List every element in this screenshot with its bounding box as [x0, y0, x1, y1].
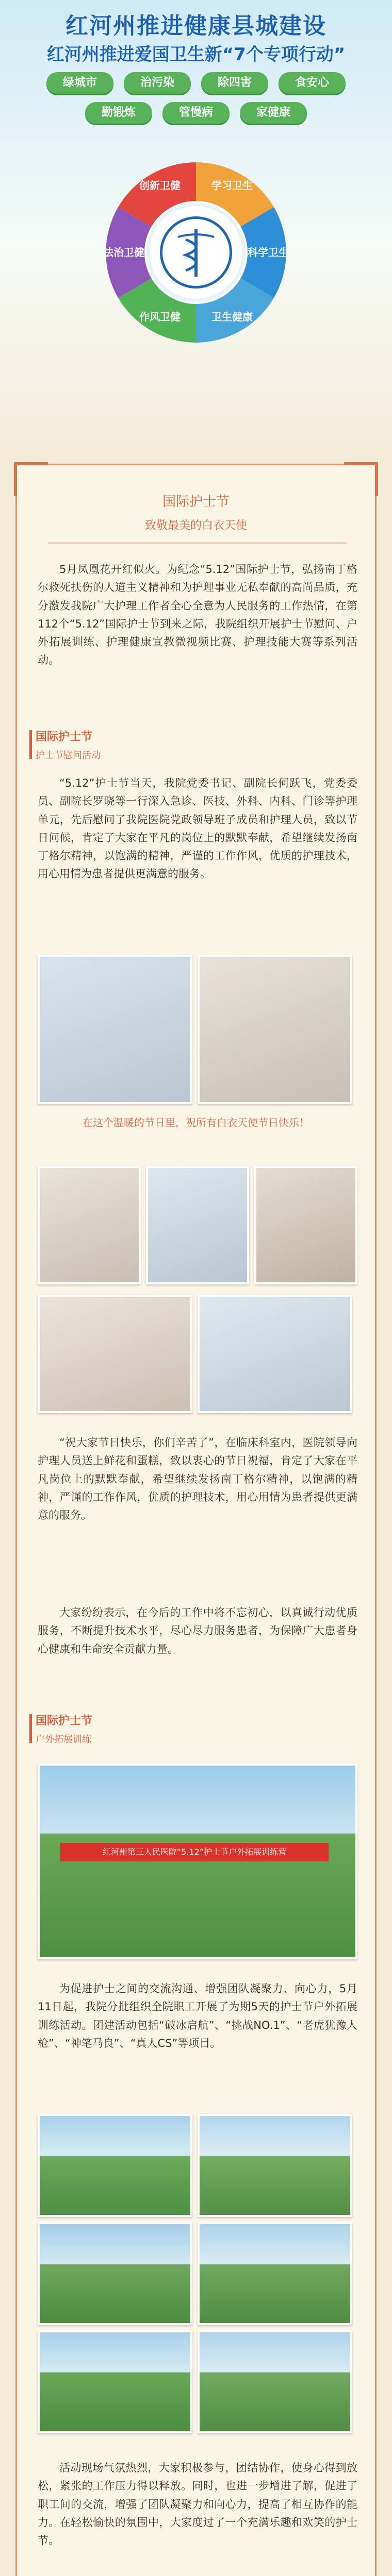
photo-flowers: [254, 1166, 357, 1284]
photo-activity: [38, 2222, 192, 2325]
header-title: 红河州推进健康县城建设: [66, 13, 326, 39]
article-subtitle: 致敬最美的白衣天使: [144, 519, 247, 532]
header-subtitle: 红河州推进爱国卫生新“7个专项行动”: [46, 44, 346, 65]
photo-visit: [38, 955, 192, 1104]
photo-flowers: [38, 1166, 141, 1284]
divider: [48, 543, 347, 544]
photo-caption: 在这个温暖的节日里，祝所有白衣天使节日快乐！: [83, 1116, 309, 1129]
section2-paragraph: 为促进护士之间的交流沟通、增强团队凝聚力、向心力，5月11日起，我院分批组织全院职工开展了为期5天的护士节户外拓展训练活动。团建活动包括“破冰启航”、“挑战NO.1”、“老虎犹豫人枪”、“神笔马良”、“真人CS”等项目。: [38, 1982, 357, 2049]
wheel-segment: 科学卫生: [248, 246, 289, 259]
photo-activity: [198, 2222, 352, 2325]
wheel-segment: 作风卫健: [139, 311, 181, 323]
wheel-segment: 法治卫健: [103, 246, 144, 259]
section-heading: [36, 1712, 180, 1745]
section-title: 国际护士节: [36, 731, 93, 743]
section-bar: [29, 730, 32, 759]
page-header: [0, 0, 392, 448]
greeting-paragraph: “祝大家节日快乐，你们辛苦了”，在临床科室内，医院领导向护理人员送上鲜花和蛋糕，致以衷心的节日祝福，肯定了大家在平凡岗位上的默默奉献，希望继续发扬南丁格尔精神，以饱满的精神，严谨的工作作风，优质的护理技术，用心用情为患者提供更满意的服务。: [38, 1436, 357, 1522]
tag-item: 绿城市: [46, 72, 113, 94]
tag-item: 家健康: [240, 102, 307, 124]
tag-item: 治污染: [124, 72, 191, 94]
photo-group: [38, 1295, 192, 1413]
intro-paragraph: 5月凤凰花开红似火。为纪念“5.12”国际护士节，弘扬南丁格尔救死扶伤的人道主义精神和为护理事业无私奉献的高尚品质，充分激发我院广大护理工作者全心全意为人民服务的工作热情，在第112个“5.12”国际护士节到来之际，我院组织开展护士节慰问、户外拓展训练、护理健康宣教微视频比赛、护理技能大赛等系列活动。: [38, 563, 357, 667]
photo-activity: [198, 2114, 352, 2217]
health-wheel: [98, 155, 294, 350]
section-title: 国际护士节: [36, 1715, 93, 1727]
section-subtitle: 户外拓展训练: [36, 1734, 91, 1745]
photo-visit: [198, 955, 352, 1104]
article-card: [15, 464, 377, 2576]
photo-activity: [38, 2114, 192, 2217]
photo-activity: [38, 2330, 192, 2433]
section-subtitle: 护士节慰问活动: [36, 750, 101, 761]
caduceus-icon: [160, 216, 232, 289]
section1-paragraph: “5.12”护士节当天，我院党委书记、副院长何跃飞，党委委员、副院长罗晓等一行深入急诊、医技、外科、内科、门诊等护理单元，先后慰问了我院医院党政领导班子成员和护理人员，致以节日问候，肯定了大家在平凡的岗位上的默默奉献，希望继续发扬南丁格尔精神，以饱满的精神，严谨的工作作风，优质的护理技术，用心用情为患者提供更满意的服务。: [38, 777, 357, 880]
summary-paragraph: 活动现场气氛热烈，大家积极参与，团结协作，使身心得到放松，紧张的工作压力得以释放。同时，也进一步增进了解，促进了职工间的交流，增强了团队凝聚力和向心力，提高了相互协作的能力。在轻松愉快的氛围中，大家度过了一个充满乐趣和欢笑的护士节。: [38, 2462, 357, 2547]
section-heading: [36, 728, 180, 761]
photo-flowers: [146, 1166, 249, 1284]
wheel-segment: 学习卫生: [211, 179, 253, 192]
tag-item: 管慢病: [162, 102, 230, 124]
wheel-segment: 卫生健康: [211, 311, 253, 323]
tag-item: 勤锻炼: [85, 102, 152, 124]
wheel-segment: 创新卫健: [139, 179, 181, 192]
tag-item: 除四害: [201, 72, 268, 94]
health-emblem: [150, 206, 242, 299]
photo-outdoor-group: [38, 1764, 357, 1959]
event-banner: 红河州第三人民医院“5.12”护士节户外拓展训练营: [60, 1843, 329, 1861]
section-bar: [29, 1714, 32, 1743]
campaign-tags: [21, 72, 371, 124]
photo-group: [198, 1295, 352, 1413]
tag-item: 食安心: [279, 72, 346, 94]
photo-activity: [198, 2330, 352, 2433]
article-title: 国际护士节: [162, 494, 230, 510]
closing-paragraph: 大家纷纷表示，在今后的工作中将不忘初心，以真诚行动优质服务，不断提升技术水平，尽心尽力服务患者，为保障广大患者身心健康和生命安全贡献力量。: [38, 1606, 357, 1655]
